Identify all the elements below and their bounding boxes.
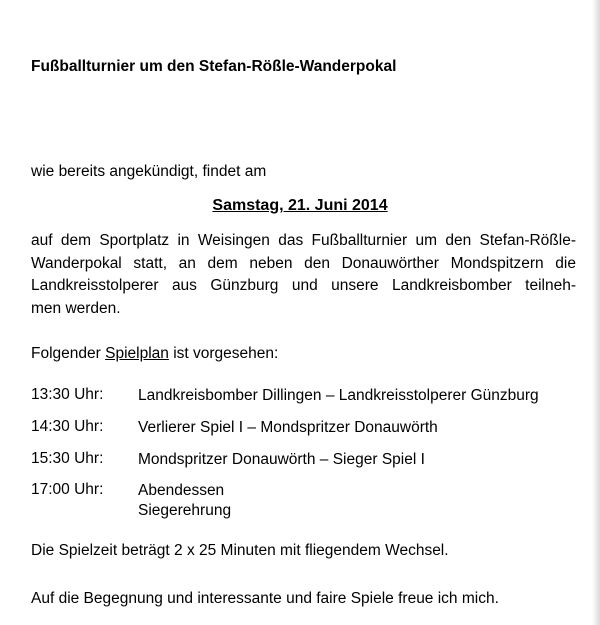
game-duration-text: Die Spielzeit beträgt 2 x 25 Minuten mit fliegendem Wechsel. [31, 542, 449, 559]
schedule-intro-after: ist vorgesehen: [168, 345, 279, 362]
schedule-description [138, 481, 231, 521]
schedule-time: 14:30 Uhr: [31, 418, 104, 435]
schedule-description: Landkreisbomber Dillingen – Landkreisstolperer Günzburg [138, 387, 539, 404]
schedule-time: 13:30 Uhr: [31, 386, 104, 403]
page-edge-shadow [592, 0, 600, 625]
schedule-time: 15:30 Uhr: [31, 450, 104, 467]
schedule-description: Mondspritzer Donauwörth – Sieger Spiel I [138, 451, 425, 468]
paragraph-line: Landkreisstolperer aus Günzburg und unsere Landkreisbomber teilneh- [31, 277, 576, 294]
paragraph-line: men werden. [31, 299, 121, 317]
schedule-description-line: Siegerehrung [138, 502, 232, 519]
schedule-intro-before: Folgender [31, 345, 106, 362]
paragraph-line: Wanderpokal statt, an dem neben den Donauwörther Mondspitzern die [31, 254, 576, 272]
paragraph-line: auf dem Sportplatz in Weisingen das Fußballturnier um den Stefan-Rößle- [31, 232, 576, 249]
intro-text: wie bereits angekündigt, findet am [31, 163, 267, 180]
document-title: Fußballturnier um den Stefan-Rößle-Wanderpokal [31, 58, 397, 75]
body-paragraph [31, 230, 576, 320]
schedule-description-line: Abendessen [138, 482, 225, 499]
schedule-intro-underlined: Spielplan [105, 345, 169, 362]
schedule-description: Verlierer Spiel I – Mondspritzer Donauwörth [138, 419, 438, 436]
schedule-time: 17:00 Uhr: [31, 481, 104, 498]
schedule-intro [31, 345, 278, 363]
closing-text: Auf die Begegnung und interessante und faire Spiele freue ich mich. [31, 590, 499, 607]
event-date: Samstag, 21. Juni 2014 [212, 197, 388, 214]
